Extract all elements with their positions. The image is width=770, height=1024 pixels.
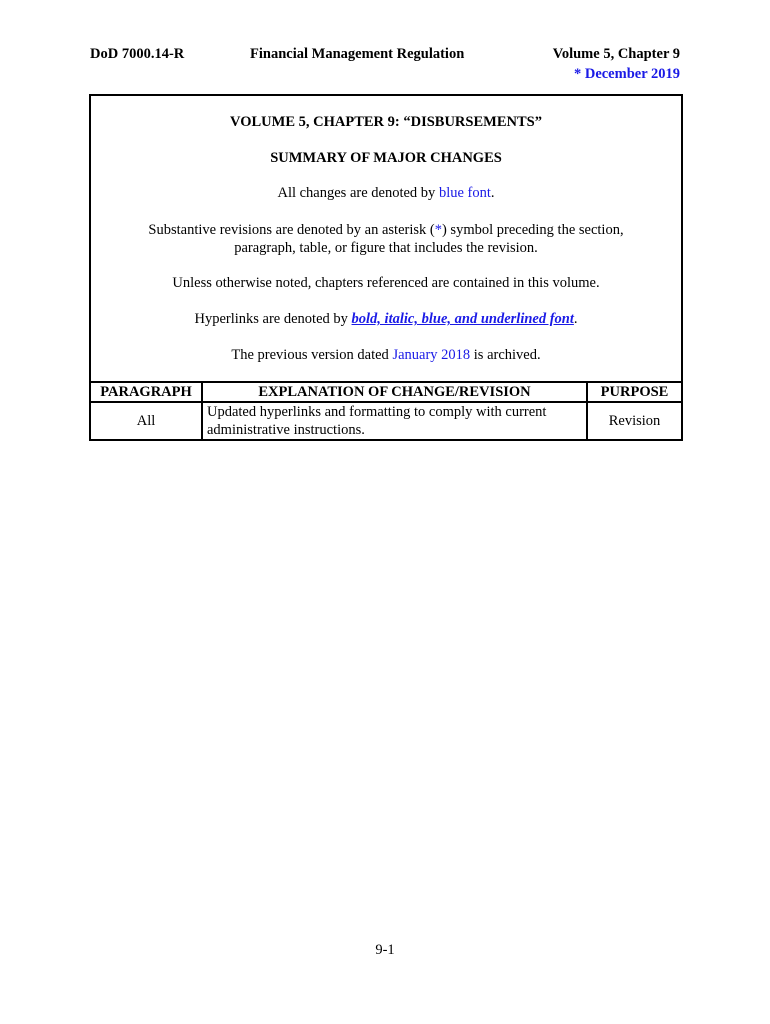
page-number: 9-1 (375, 942, 395, 958)
regulation-title: Financial Management Regulation (250, 46, 465, 62)
purpose-cell: Revision (587, 402, 681, 439)
page-header (90, 46, 682, 88)
table-row (91, 402, 681, 439)
changes-note (91, 185, 681, 202)
paragraph-cell: All (91, 402, 202, 439)
hyperlink-note-suffix: . (573, 311, 578, 327)
column-header-explanation: EXPLANATION OF CHANGE/REVISION (202, 382, 587, 402)
revision-date: * December 2019 (573, 66, 680, 82)
asterisk-note (91, 222, 681, 239)
explanation-cell: Updated hyperlinks and formatting to comply with current administrative instructions. (202, 402, 587, 439)
summary-frame (89, 94, 683, 441)
asterisk-note-continued: paragraph, table, or figure that includes the revision. (234, 240, 538, 256)
archive-note-prefix: The previous version dated (231, 347, 393, 363)
previous-version-date: January 2018 (392, 347, 471, 363)
asterisk-symbol: * (434, 222, 442, 238)
hyperlink-note (91, 311, 681, 328)
chapter-title: VOLUME 5, CHAPTER 9: “DISBURSEMENTS” (230, 114, 542, 130)
summary-section (91, 96, 681, 381)
blue-font-sample: blue font (438, 185, 491, 201)
hyperlink-style-sample[interactable]: bold, italic, blue, and underlined font (351, 311, 574, 327)
asterisk-note-prefix: Substantive revisions are denoted by an asterisk ( (148, 222, 435, 238)
changes-note-prefix: All changes are denoted by (277, 185, 439, 201)
hyperlink-note-prefix: Hyperlinks are denoted by (194, 311, 352, 327)
archive-note (91, 347, 681, 364)
column-header-purpose: PURPOSE (587, 382, 681, 402)
column-header-paragraph: PARAGRAPH (91, 382, 202, 402)
asterisk-note-suffix: ) symbol preceding the section, (441, 222, 624, 238)
archive-note-suffix: is archived. (470, 347, 541, 363)
changes-table (91, 381, 681, 439)
table-header-row (91, 382, 681, 402)
document-id: DoD 7000.14-R (90, 46, 185, 62)
volume-chapter: Volume 5, Chapter 9 (552, 46, 680, 62)
chapter-reference-note: Unless otherwise noted, chapters referenced are contained in this volume. (172, 275, 600, 291)
summary-heading: SUMMARY OF MAJOR CHANGES (270, 150, 502, 166)
changes-note-suffix: . (490, 185, 495, 201)
